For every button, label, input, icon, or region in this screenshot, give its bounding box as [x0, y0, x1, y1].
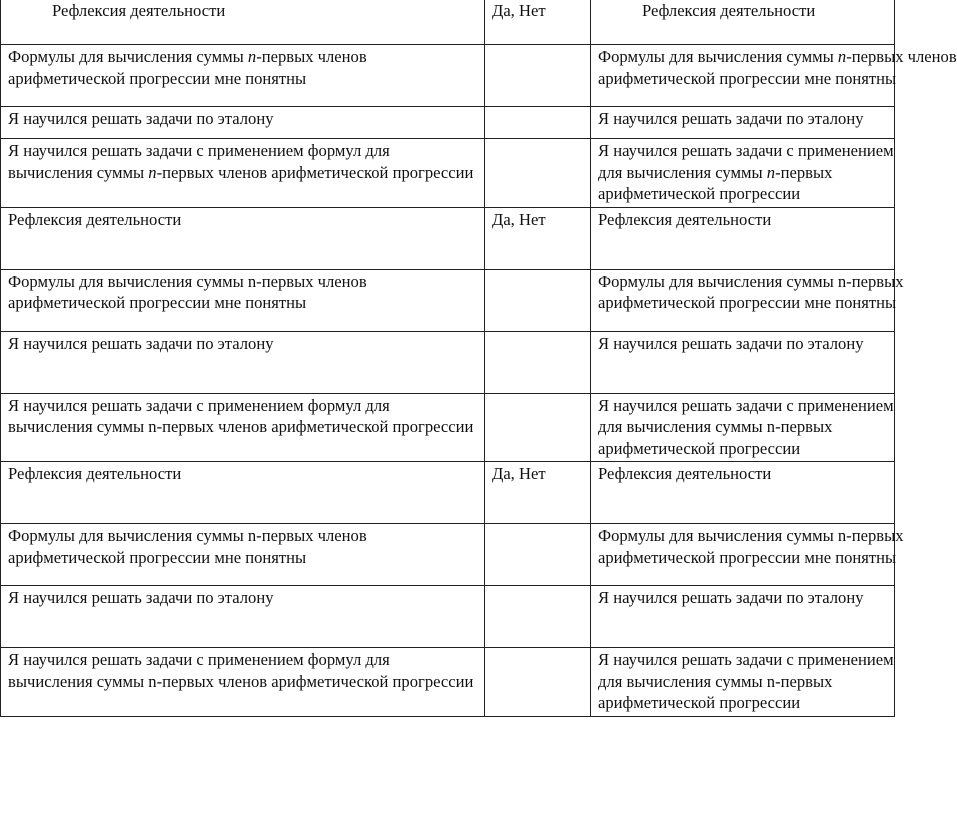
- statement-template-right: Я научился решать задачи по эталону: [591, 331, 895, 393]
- statement-template: Я научился решать задачи по эталону: [1, 586, 485, 648]
- statement-template: Я научился решать задачи по эталону: [1, 107, 485, 139]
- header-reflection: Рефлексия деятельности: [1, 462, 485, 524]
- table-header-row: [1, 462, 895, 524]
- statement-formulas-right: Формулы для вычисления суммы n-первых членов арифметической прогрессии мне понятны: [591, 45, 895, 107]
- answer-cell[interactable]: [485, 45, 591, 107]
- statement-formulas: Формулы для вычисления суммы n-первых членов арифметической прогрессии мне понятны: [1, 269, 485, 331]
- table-row: [1, 648, 895, 717]
- table-header-row: [1, 207, 895, 269]
- answer-cell[interactable]: [485, 107, 591, 139]
- answer-cell[interactable]: [485, 269, 591, 331]
- answer-cell[interactable]: [485, 648, 591, 717]
- header-reflection-right: Рефлексия деятельности: [591, 207, 895, 269]
- statement-formulas-right: Формулы для вычисления суммы n-первых арифметической прогрессии мне понятны: [591, 524, 895, 586]
- header-yes-no: Да, Нет: [485, 0, 591, 45]
- statement-formulas: Формулы для вычисления суммы n-первых членов арифметической прогрессии мне понятны: [1, 524, 485, 586]
- header-yes-no: Да, Нет: [485, 207, 591, 269]
- answer-cell[interactable]: [485, 393, 591, 462]
- table-header-row: [1, 0, 895, 45]
- header-reflection-right: Рефлексия деятельности: [591, 0, 895, 45]
- header-reflection-right: Рефлексия деятельности: [591, 462, 895, 524]
- statement-apply-formulas-right: Я научился решать задачи с применением для вычисления суммы n-первых арифметической прогрессии: [591, 648, 895, 717]
- answer-cell[interactable]: [485, 524, 591, 586]
- statement-apply-formulas: Я научился решать задачи с применением формул для вычисления суммы n-первых членов арифметической прогрессии: [1, 648, 485, 717]
- statement-formulas-right: Формулы для вычисления суммы n-первых арифметической прогрессии мне понятны: [591, 269, 895, 331]
- statement-apply-formulas: Я научился решать задачи с применением формул для вычисления суммы n-первых членов арифметической прогрессии: [1, 139, 485, 208]
- statement-formulas: Формулы для вычисления суммы n-первых членов арифметической прогрессии мне понятны: [1, 45, 485, 107]
- statement-apply-formulas: Я научился решать задачи с применением формул для вычисления суммы n-первых членов арифметической прогрессии: [1, 393, 485, 462]
- table-row: [1, 524, 895, 586]
- statement-apply-formulas-right: Я научился решать задачи с применением для вычисления суммы n-первых арифметической прогрессии: [591, 393, 895, 462]
- answer-cell[interactable]: [485, 331, 591, 393]
- table-row: [1, 393, 895, 462]
- table-row: [1, 269, 895, 331]
- table-row: [1, 139, 895, 208]
- statement-template: Я научился решать задачи по эталону: [1, 331, 485, 393]
- answer-cell[interactable]: [485, 586, 591, 648]
- table-row: [1, 45, 895, 107]
- answer-cell[interactable]: [485, 139, 591, 208]
- table-row: [1, 586, 895, 648]
- header-yes-no: Да, Нет: [485, 462, 591, 524]
- statement-apply-formulas-right: Я научился решать задачи с применением для вычисления суммы n-первых арифметической прогрессии: [591, 139, 895, 208]
- table-row: [1, 107, 895, 139]
- header-reflection: Рефлексия деятельности: [1, 0, 485, 45]
- statement-template-right: Я научился решать задачи по эталону: [591, 586, 895, 648]
- statement-template-right: Я научился решать задачи по эталону: [591, 107, 895, 139]
- table-row: [1, 331, 895, 393]
- header-reflection: Рефлексия деятельности: [1, 207, 485, 269]
- italic-n: n: [247, 47, 257, 66]
